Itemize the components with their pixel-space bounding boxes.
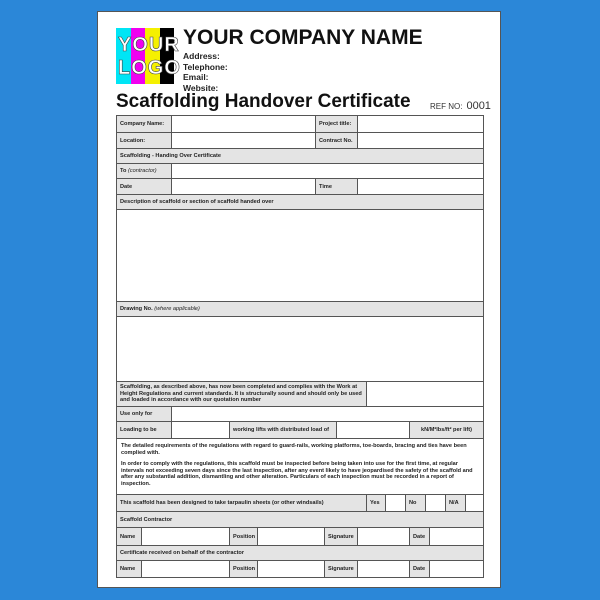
signature-field[interactable] (357, 528, 409, 545)
page-title: Scaffolding Handover Certificate (116, 91, 411, 112)
drawing-no-text: Drawing No. (120, 306, 153, 312)
contract-no-field[interactable] (357, 133, 483, 148)
loading-field[interactable] (171, 422, 229, 438)
tarpaulin-label: This scaffold has been designed to take tarpaulin sheets (or other windsails) (117, 495, 366, 511)
working-lifts-label: working lifts with distributed load of (229, 422, 336, 438)
to-field[interactable] (171, 164, 483, 178)
drawing-hint: (where applicable) (154, 306, 200, 312)
company-name-field[interactable] (171, 116, 315, 132)
company-name-label: Company Name: (117, 116, 171, 132)
date-field-2[interactable] (429, 528, 483, 545)
no-label: No (405, 495, 425, 511)
time-field[interactable] (357, 179, 483, 194)
use-only-for-field[interactable] (171, 407, 483, 421)
contact-block (183, 51, 228, 93)
quotation-number-field[interactable] (366, 382, 483, 406)
handing-over-heading: Scaffolding - Handing Over Certificate (120, 153, 222, 159)
na-label: N/A (445, 495, 465, 511)
project-title-field[interactable] (357, 116, 483, 132)
time-label: Time (315, 179, 357, 194)
signature-field[interactable] (357, 561, 409, 577)
name-field[interactable] (141, 561, 229, 577)
regulations-text (117, 439, 483, 494)
regulations-para-2: In order to comply with the regulations, this scaffold must be inspected before being taken into use for the first time, at regular intervals not exceeding seven days since the last inspection, after any event likely to have jeopardised the safety of the scaffold and after any substantial addition, dismantling and other alteration. Particulars of each inspection must be recorded in a report of inspection. (121, 461, 473, 487)
contract-no-label: Contract No. (315, 133, 357, 148)
project-title-label: Project title: (315, 116, 357, 132)
ref-label: REF NO: (430, 102, 463, 111)
company-name: YOUR COMPANY NAME (183, 26, 423, 49)
drawing-no-field[interactable] (117, 317, 483, 381)
yes-label: Yes (366, 495, 385, 511)
date-label-2: Date (409, 528, 429, 545)
to-label (117, 164, 171, 178)
website-label: Website: (183, 82, 219, 93)
to-text: To (120, 168, 127, 174)
yes-checkbox[interactable] (385, 495, 405, 511)
drawing-no-label (117, 302, 483, 316)
position-label: Position (229, 561, 257, 577)
email-label: Email: (183, 72, 209, 82)
description-field[interactable] (117, 210, 483, 301)
position-field[interactable] (257, 561, 324, 577)
load-units-label: kN/M²lbs/ft² per lift) (409, 422, 483, 438)
company-logo (116, 28, 181, 84)
ref-no (430, 100, 491, 112)
no-checkbox[interactable] (425, 495, 445, 511)
location-label: Location: (117, 133, 171, 148)
received-heading: Certificate received on behalf of the contractor (120, 550, 245, 556)
date-label-3: Date (409, 561, 429, 577)
completion-statement: Scaffolding, as described above, has now been completed and complies with the Work at Height Regulations and current standards. It is structurally sound and should only be used and loaded in accordance with our quotation number (117, 382, 366, 406)
regulations-para-1: The detailed requirements of the regulations with regard to guard-rails, working platforms, toe-boards, bracing and ties have been complied with. (121, 443, 467, 456)
na-checkbox[interactable] (465, 495, 483, 511)
telephone-label: Telephone: (183, 61, 228, 72)
scaffold-contractor-heading: Scaffold Contractor (120, 516, 173, 523)
date-field-3[interactable] (429, 561, 483, 577)
name-label: Name (117, 561, 141, 577)
logo-text-2: LOGO (118, 57, 181, 79)
address-label: Address: (183, 51, 220, 61)
date-label: Date (117, 179, 171, 194)
position-field[interactable] (257, 528, 324, 545)
location-field[interactable] (171, 133, 315, 148)
signature-label: Signature (324, 528, 357, 545)
loading-label: Loading to be (117, 422, 171, 438)
position-label: Position (229, 528, 257, 545)
description-label: Description of scaffold or section of scaffold handed over (120, 199, 274, 205)
ref-value: 0001 (466, 100, 491, 112)
name-label: Name (117, 528, 141, 545)
certificate-form (116, 115, 484, 578)
logo-text-1: YOUR (118, 34, 180, 56)
to-hint: (contractor) (127, 168, 157, 174)
signature-label: Signature (324, 561, 357, 577)
load-field[interactable] (336, 422, 409, 438)
name-field[interactable] (141, 528, 229, 545)
use-only-for-label: Use only for (117, 407, 171, 421)
date-field[interactable] (171, 179, 315, 194)
